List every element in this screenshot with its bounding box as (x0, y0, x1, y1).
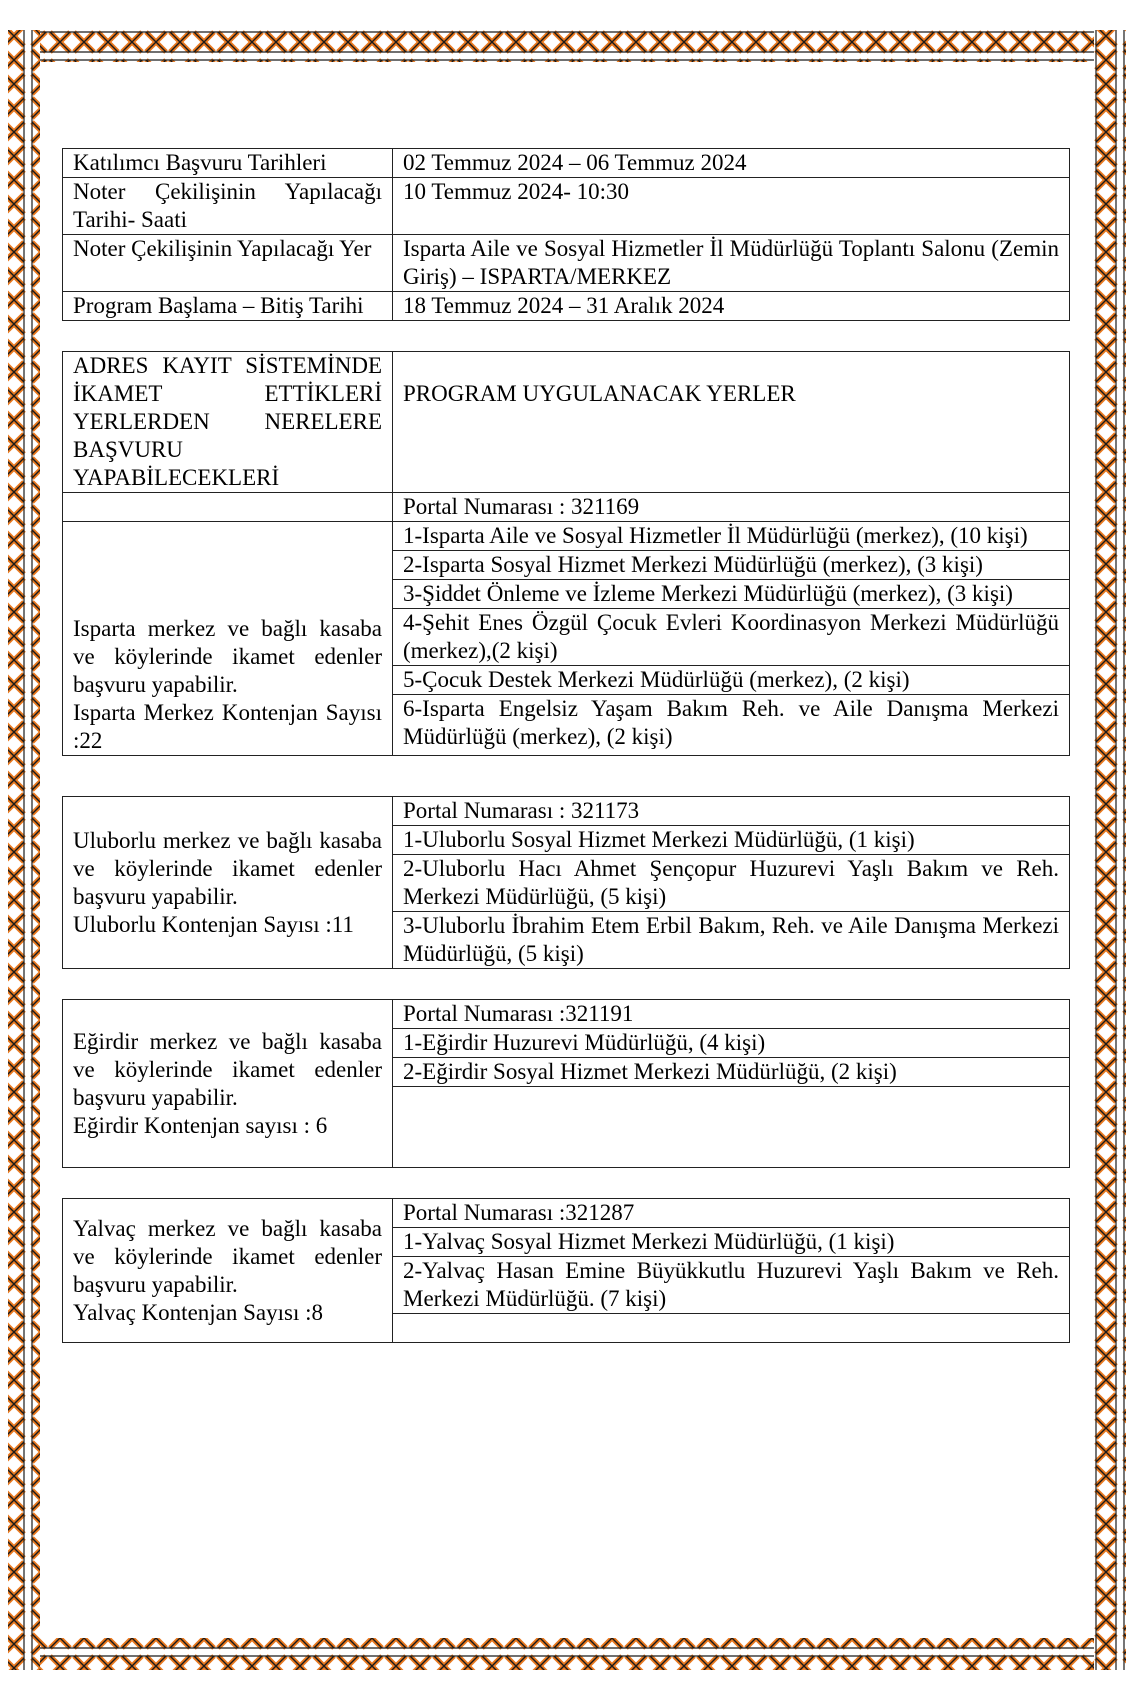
list-item: 3-Şiddet Önleme ve İzleme Merkezi Müdürlüğü (merkez), (3 kişi) (393, 580, 1070, 609)
portal-number: Portal Numarası : 321173 (393, 797, 1070, 826)
region-quota: Isparta Merkez Kontenjan Sayısı :22 (73, 700, 382, 753)
table-row (63, 292, 1070, 321)
info-label: Katılımcı Başvuru Tarihleri (63, 149, 393, 178)
region-quota: Eğirdir Kontenjan sayısı : 6 (73, 1112, 328, 1138)
yalvac-table (62, 1198, 1070, 1343)
egirdir-table (62, 999, 1070, 1168)
table-row (63, 1000, 1070, 1029)
table-row (63, 493, 1070, 522)
list-item: 2-Isparta Sosyal Hizmet Merkezi Müdürlüğü (merkez), (3 kişi) (393, 551, 1070, 580)
table-row (63, 352, 1070, 493)
empty-cell (393, 1087, 1070, 1168)
info-value: 10 Temmuz 2024- 10:30 (393, 178, 1070, 235)
region-description: Isparta merkez ve bağlı kasaba ve köylerinde ikamet edenler başvuru yapabilir. (73, 616, 382, 697)
info-label: Noter Çekilişinin Yapılacağı Tarihi- Saati (63, 178, 393, 235)
list-item: 2-Uluborlu Hacı Ahmet Şençopur Huzurevi Yaşlı Bakım ve Reh. Merkezi Müdürlüğü, (5 kişi) (393, 855, 1070, 912)
info-label: Program Başlama – Bitiş Tarihi (63, 292, 393, 321)
list-item: 2-Yalvaç Hasan Emine Büyükkutlu Huzurevi Yaşlı Bakım ve Reh. Merkezi Müdürlüğü. (7 kişi) (393, 1257, 1070, 1314)
portal-number: Portal Numarası :321191 (393, 1000, 1070, 1029)
region-quota: Yalvaç Kontenjan Sayısı :8 (73, 1299, 324, 1325)
region-description: Uluborlu merkez ve bağlı kasaba ve köylerinde ikamet edenler başvuru yapabilir. (73, 827, 382, 909)
portal-number: Portal Numarası :321287 (393, 1199, 1070, 1228)
list-item: 2-Eğirdir Sosyal Hizmet Merkezi Müdürlüğü, (2 kişi) (393, 1058, 1070, 1087)
region-quota: Uluborlu Kontenjan Sayısı :11 (73, 911, 354, 937)
table-row (63, 235, 1070, 292)
region-description: Eğirdir merkez ve bağlı kasaba ve köylerinde ikamet edenler başvuru yapabilir. (73, 1028, 382, 1110)
uluborlu-table (62, 796, 1070, 969)
table-row (63, 178, 1070, 235)
table-row (63, 1199, 1070, 1228)
info-label: Noter Çekilişinin Yapılacağı Yer (63, 235, 393, 292)
list-item: 6-Isparta Engelsiz Yaşam Bakım Reh. ve Aile Danışma Merkezi Müdürlüğü (merkez), (2 kişi) (393, 695, 1070, 756)
info-table (62, 148, 1070, 321)
empty-cell (393, 1314, 1070, 1343)
places-header-right: PROGRAM UYGULANACAK YERLER (393, 352, 1070, 493)
region-description: Yalvaç merkez ve bağlı kasaba ve köylerinde ikamet edenler başvuru yapabilir. (73, 1215, 382, 1297)
list-item: 1-Uluborlu Sosyal Hizmet Merkezi Müdürlüğü, (1 kişi) (393, 826, 1070, 855)
document-content (62, 148, 1070, 1343)
table-row (63, 149, 1070, 178)
table-row (63, 797, 1070, 826)
list-item: 4-Şehit Enes Özgül Çocuk Evleri Koordinasyon Merkezi Müdürlüğü (merkez),(2 kişi) (393, 609, 1070, 666)
table-row (63, 522, 1070, 551)
info-value: Isparta Aile ve Sosyal Hizmetler İl Müdürlüğü Toplantı Salonu (Zemin Giriş) – ISPARTA/MERKEZ (393, 235, 1070, 292)
list-item: 1-Isparta Aile ve Sosyal Hizmetler İl Müdürlüğü (merkez), (10 kişi) (393, 522, 1070, 551)
list-item: 1-Yalvaç Sosyal Hizmet Merkezi Müdürlüğü, (1 kişi) (393, 1228, 1070, 1257)
list-item: 3-Uluborlu İbrahim Etem Erbil Bakım, Reh. ve Aile Danışma Merkezi Müdürlüğü, (5 kişi) (393, 912, 1070, 969)
isparta-table (62, 351, 1070, 756)
places-header-left: ADRES KAYIT SİSTEMİNDE İKAMET ETTİKLERİ YERLERDEN NERELERE BAŞVURU YAPABİLECEKLERİ (63, 352, 393, 493)
info-value: 02 Temmuz 2024 – 06 Temmuz 2024 (393, 149, 1070, 178)
info-value: 18 Temmuz 2024 – 31 Aralık 2024 (393, 292, 1070, 321)
portal-number: Portal Numarası : 321169 (393, 493, 1070, 522)
list-item: 5-Çocuk Destek Merkezi Müdürlüğü (merkez), (2 kişi) (393, 666, 1070, 695)
list-item: 1-Eğirdir Huzurevi Müdürlüğü, (4 kişi) (393, 1029, 1070, 1058)
